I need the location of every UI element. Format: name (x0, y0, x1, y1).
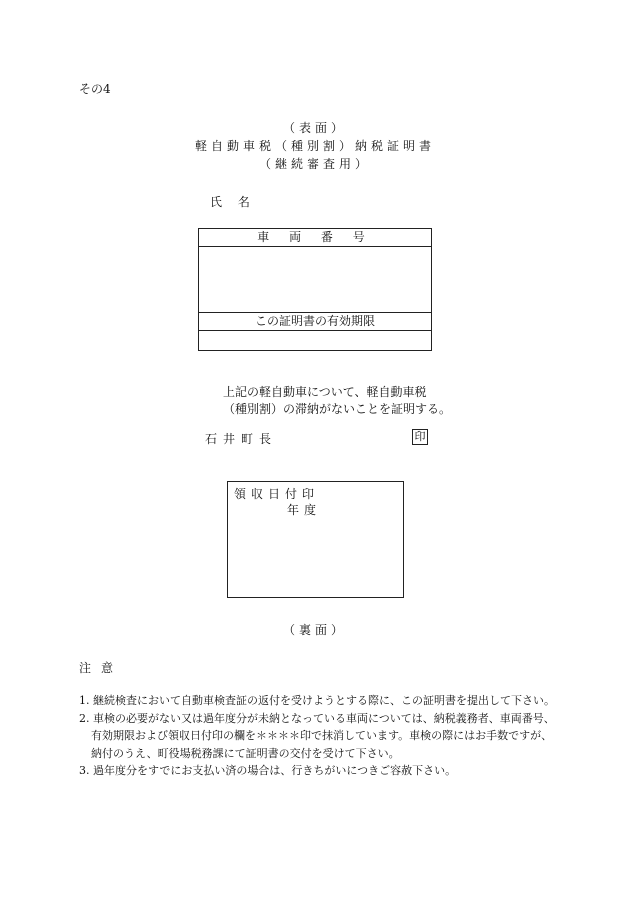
note-item: 3. 過年度分をすでにお支払い済の場合は、行きちがいにつきご容赦下さい。 (79, 764, 457, 777)
name-label: 氏 名 (210, 195, 256, 209)
seal-mark: 印 (412, 429, 428, 445)
note-item: 2. 車検の必要がない又は過年度分が未納となっている車両については、納税義務者、車両番号、有効期限および領収日付印の欄を＊＊＊＊印で抹消しています。車検の際にはお手数ですが、納付のうえ、町役場税務課にて証明書の交付を受けて下さい。 (79, 711, 555, 760)
page-label: その4 (79, 82, 111, 96)
receipt-stamp-label: 領収日付印 (234, 487, 320, 501)
mayor-title: 石井町長 (205, 432, 278, 446)
expiry-cell (199, 331, 431, 350)
title-front-side: （表面） (282, 121, 347, 135)
vehicle-number-header: 車 両 番 号 (199, 229, 431, 247)
certification-line-1: 上記の軽自動車について、軽自動車税 (223, 385, 427, 399)
vehicle-number-cell (199, 246, 431, 313)
certification-line-2: （種別割）の滞納がないことを証明する。 (223, 402, 452, 416)
document-title: 軽自動車税（種別割）納税証明書 (194, 139, 435, 153)
notes-list (79, 692, 559, 780)
receipt-stamp-box (227, 481, 404, 598)
vehicle-table (198, 228, 432, 351)
back-side-title: （裏面） (282, 623, 347, 637)
fiscal-year-label: 年度 (287, 503, 322, 517)
title-purpose: （継続審査用） (258, 157, 371, 171)
note-item: 1. 継続検査において自動車検査証の返付を受けようとする際に、この証明書を提出して下さい。 (79, 694, 555, 707)
expiry-header: この証明書の有効期限 (199, 313, 431, 331)
notes-title: 注意 (79, 661, 124, 675)
